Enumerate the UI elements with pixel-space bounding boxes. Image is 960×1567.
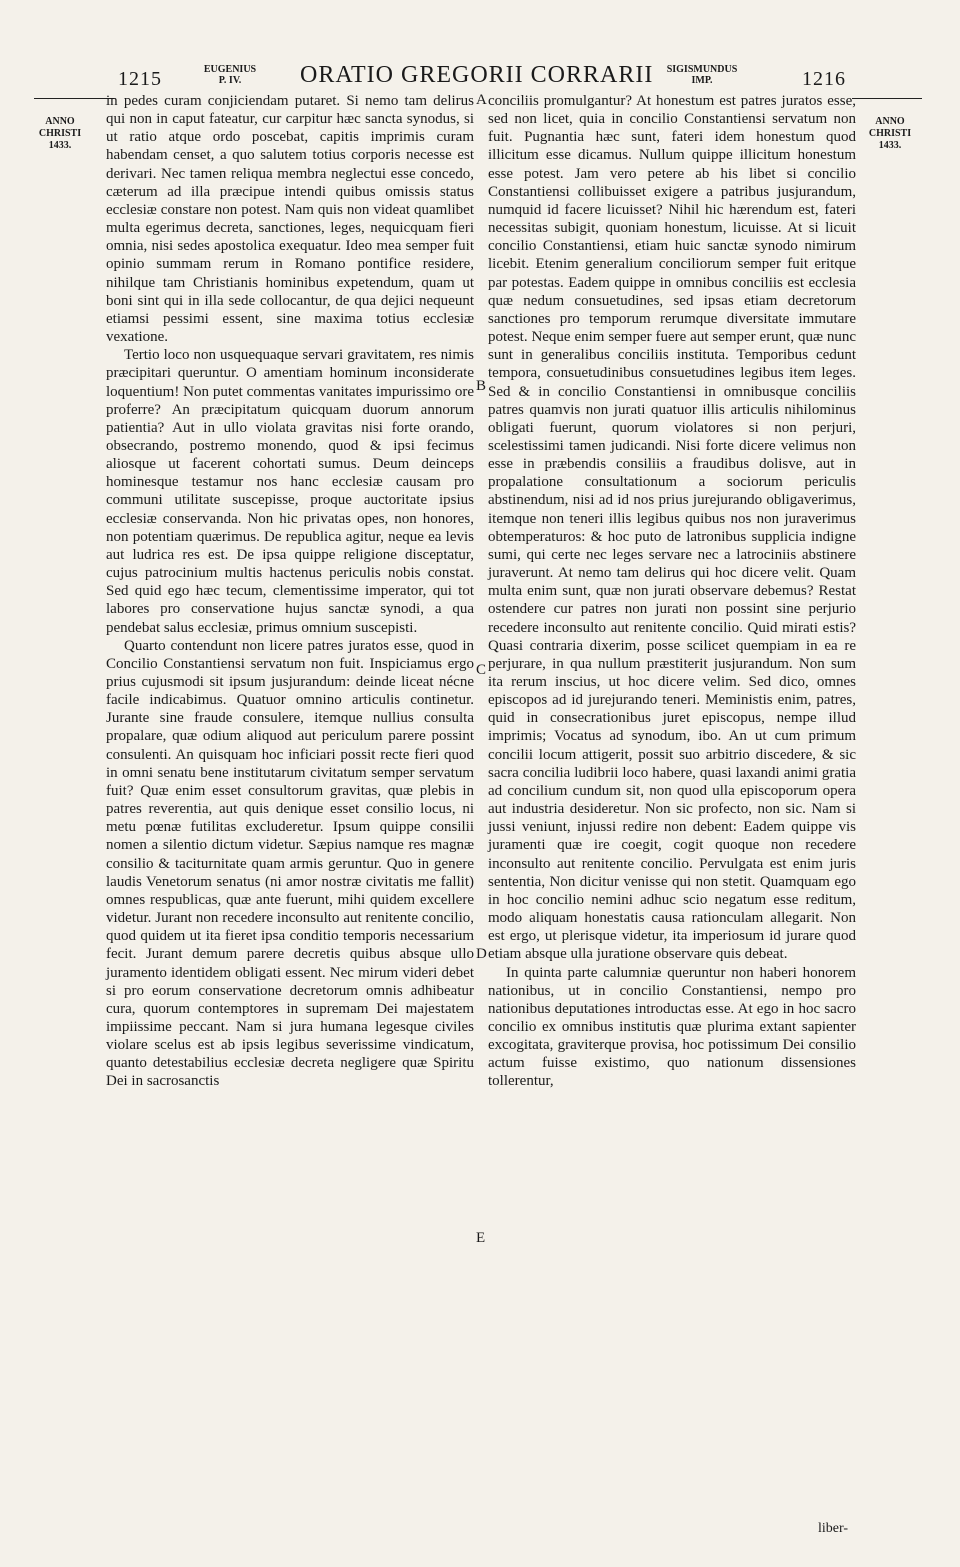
section-marker-a: A [476,92,487,108]
section-marker-e: E [476,1230,486,1246]
right-paragraph: In quinta parte calumniæ queruntur non haberi honorem nationibus, ut in concilio Constantiensi, nempo pro nationibus deputationes introductas esse. At ego in hoc sacro concilio ex omnibus institutis quæ plurima extant sapienter excogitata, graviterque provisa, hoc potissimum Dei consilio actum fuisse existimo, quo nationum dissensiones tollerentur, [488,964,856,1090]
section-marker-d: D [476,946,487,962]
left-paragraph: in pedes curam conjiciendam putaret. Si nemo tam delirus qui non in caput fateatur, cur carpitur hæc sancta synodus, si ut ratio atque ordo poscebat, capitis imprimis curam habendam censet, a quo salutem totius corporis necesse est derivari. Nec tamen reliqua membra neglectui esse concedo, cæterum ad illa præcipue intendi quibus omissis status ecclesiæ constare non potest. Nam quis non videat quamlibet multa egerimus decreta, sanctiones, leges, nequicquam fieri omnia, nisi sedes apostolica exequatur. Ideo mea semper fuit opinio summam rerum in Romano pontifice residere, nihilque tam Christianis hominibus expetendum, quam ut boni sint qui in illa sede collocantur, de qua dejici nequeunt etiamsi pessimi essent, sine maxima totius ecclesiæ vexatione. [106,93,474,346]
left-paragraph: Tertio loco non usquequaque servari gravitatem, res nimis præcipitari queruntur. O amentiam hominum inconsiderate loquentium! Non putet commentas vanitates impurissimo ore proferre? An præcipitatum quicquam duorum annorum patientia? Aut in ullo violata gravitas nisi forte orando, obsecrando, postremo monendo, quod & ipsi fecimus aliosque ut facerent cohortati sumus. Deum deinceps hominesque testamur nos hanc ecclesiæ causam pro communi utilitate suscepisse, proque auctoritate ipsius ecclesiæ conservanda. Non hic privatas opes, non honores, non potentiam quærimus. De republica agitur, neque ea levis aut ludrica res est. De ipsa quippe religione disceptatur, cujus patrocinium multis hactenus periculis nobis constat. Sed quid ego hæc tecum, clementissime imperator, qui tot labores pro conservatione hujus sanctæ synodi, a qua pendebat salus ecclesiæ, primus omnium suscepisti. [106,347,474,636]
left-column [106,92,474,1091]
left-paragraph: Quarto contendunt non licere patres juratos esse, quod in Concilio Constantiensi servatum non fuit. Inspiciamus ergo prius cujusmodi sit ipsum jusjurandum: deinde liceat nécne facile indicabimus. Quatuor omnino articulis continetur. Jurante sine fraude consulere, itemque nullius consulta propalare, quæ odium aliquod aut periculum parere possint consulenti. An quisquam hoc inficiari possit recte fieri quod in omni senatu bene institutarum civitatum semper servatum fuit? Quæ enim esset consultorum gravitas, quæ plebis in patres reverentia, aut quis denique esset consilio locus, ni metu pœnæ futilitas excluderetur. Ipsum quippe consilii nomen a silentio dictum videtur. Sæpius namque res magnæ consilio & taciturnitate quam armis geruntur. Quo in genere laudis Venetorum senatus (ni amor nostræ civitatis me fallit) omnes respublicas, quæ ante fuerunt, mihi quidem excellere videtur. Jurant non recedere inconsulto aut renitente concilio, quod quidem ut ita fieret ipsa conditio temporis necessarium fecit. Jurant demum parere decretis quibus absque ullo juramento identidem obligati essent. Nec mirum videri debet si pro eorum conservatione decretorum omnis adhibeatur cura, quorum contemptores in supremam Dei majestatem impiissime peccant. Nam si jura humana legesque civiles violare scelus est ab ipsis legibus severissime vindicatum, quanto detestabilius ecclesiæ decreta negligere quæ Spiritu Dei in sacrosanctis [106,637,474,1090]
header-rule-left [34,98,114,99]
margin-year-right: ANNO CHRISTI 1433. [868,116,912,151]
running-header [110,62,850,96]
right-page-number: 1216 [802,68,846,90]
right-column [488,92,856,1091]
right-running-head: SIGISMUNDUS IMP. [666,64,738,86]
right-paragraph: conciliis promulgantur? At honestum est patres juratos esse, sed non licet, quia in concilio Constantiensi servatum non fuit. Pugnantia hæc sunt, fateri idem honestum quod illicitum esse dicamus. Nullum quippe illicitum honestum esse potest. Jam vero petere ab his libet si concilio Constantiensi collibuisset exigere a patribus jusjurandum, numquid id facere licuisset? Nihil hic hærendum est, fateri necessitas subigit, quoniam honestum, licuisse. At si licuit concilio Constantiensi, etiam huic sanctæ synodo nimirum licebit. Etenim generalium conciliorum semper fuit eritque par potestas. Eadem quippe in omnibus conciliis est ecclesia quæ nedum consuetudines, sed ipsas etiam decretorum sanctiones pro temporum rerumque diversitate immutare potest. Neque enim semper fuere aut semper erunt, quæ nunc sunt in generalibus conciliis instituta. Temporibus cedunt tempora, consuetudinibus consuetudines legibus item leges. Sed & in concilio Constantiensi in omnibusque conciliis patres quamvis non jurati quatuor illis articulis nihilominus obligati fuerunt, quorum violatores si non perjuri, scelestissimi tamen judicandi. Nisi forte dicere velimus non esse in præbendis consiliis a fraudibus dolisve, aut in propalatione consultationum a sociorum periculis abstinendum, nisi ad id nos prius jurejurando obligaverimus, itemque non teneri illis legibus quibus nos non juraverimus obtemperaturos: & hoc puto de latronibus supplicia indigne sumi, qui certe nec leges servare nec a latrociniis abstinere juraverunt. At nemo tam delirus qui hoc dicere velit. Quam multa enim sunt, quæ non jurati observare debemus? Restat ostendere cur patres non jurati non possint sine perjurio recedere inconsulto aut renitente concilio. Quid mirati estis? Quasi contraria dixerim, posse scilicet quempiam in ea re perjurare, in qua nullum præstiterit jusjurandum. Non sum ita rerum inscius, ut hoc dicere velim. Sed dico, omnes episcopos ad id jurejurando teneri. Meministis enim, patres, quid in consecrationibus juret episcopus, nempe illud imprimis; Vocatus ad synodum, ibo. An ut cum primum concilii locum attigerit, possit suo arbitrio discedere, & sic sacra concilia ludibrii loco habere, quasi laxandi animi gratia ad concilium cundum sit, non quod ulla episcoporum opera aut industria desideretur. Non sic profecto, non sic. Nam si jussi veniunt, injussi redire non debent: Eadem quippe vis juramenti quæ ire coegit, cogit quoque non recedere inconsulto aut renitente concilio. Pervulgata est enim juris sententia, Non dicitur venisse qui non stetit. Quamquam ego in hoc concilio nemini adhuc scio negatum esse reditum, modo aliquam honestatis causa rationculam allegarit. Non est ergo, ut plerisque videtur, ita imperiosum id jurare quod etiam absque ulla juratione observare quis debeat. [488,93,856,963]
section-marker-b: B [476,378,487,394]
margin-year-left: ANNO CHRISTI 1433. [38,116,82,151]
page-title: ORATIO GREGORII CORRARII [300,62,654,88]
section-marker-c: C [476,662,487,678]
catchword: liber- [817,1521,848,1536]
left-running-head: EUGENIUS P. IV. [203,64,257,86]
left-page-number: 1215 [118,68,162,90]
header-rule-right [852,98,922,99]
